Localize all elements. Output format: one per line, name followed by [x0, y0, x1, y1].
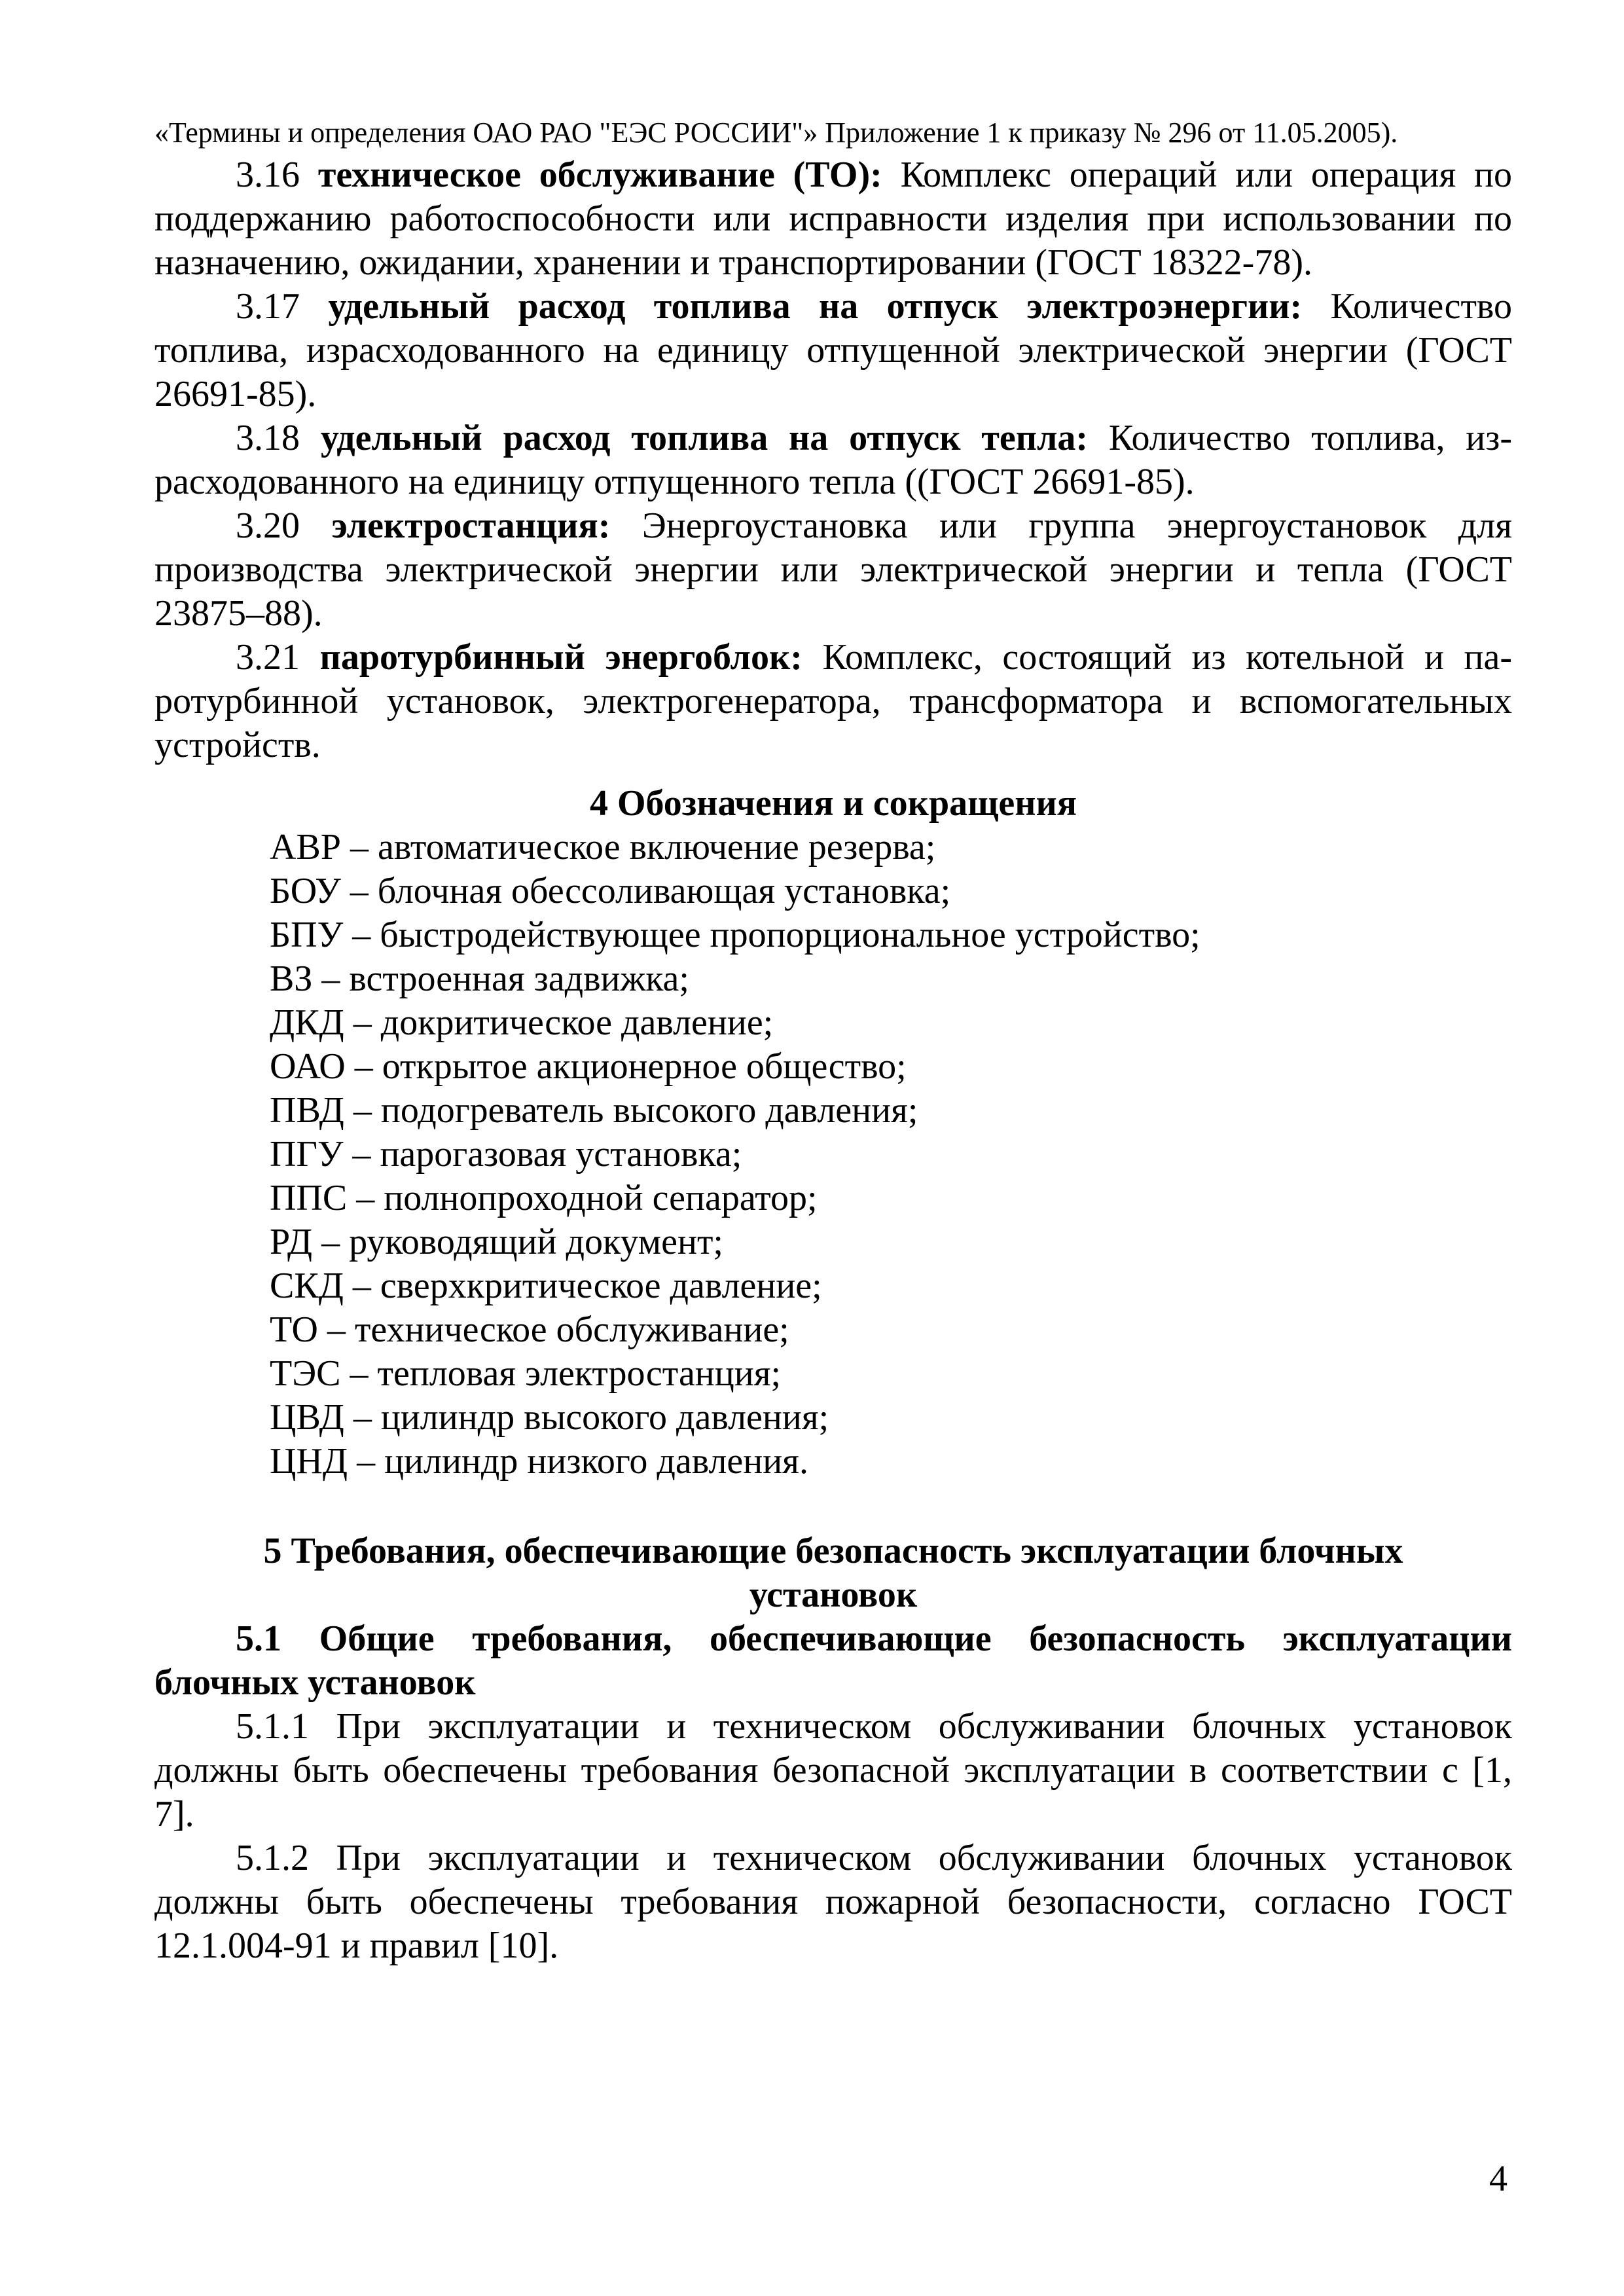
abbreviation-item: ПВД – подогреватель высокого давления;: [270, 1090, 918, 1131]
paragraph-number: 5.1.1: [236, 1706, 309, 1747]
definition-number: 3.17: [236, 286, 300, 327]
abbreviation-item: ТО – техническое обслуживание;: [270, 1309, 789, 1350]
abbreviation-item: ДКД – докритическое давление;: [270, 1002, 774, 1043]
definition-3-21: [154, 636, 1512, 767]
abbreviation-item: ПГУ – парогазовая установка;: [270, 1134, 742, 1175]
page-number: 4: [1489, 2159, 1507, 2199]
abbreviation-item: ВЗ – встроенная задвижка;: [270, 958, 689, 999]
section-4-heading: 4 Обозначения и сокращения: [589, 783, 1077, 824]
document-page: [154, 113, 1512, 1968]
subsection-title: Общие требования, обеспечивающие безопасность эксплуатации блочных установок: [154, 1618, 1512, 1703]
definition-number: 3.20: [236, 505, 300, 546]
paragraph-text: При эксплуатации и техническом обслуживании блочных установок должны быть обеспечены требования пожарной безопасности, согласно ГОСТ 12.1.004-91 и правил [10].: [154, 1838, 1513, 1966]
subsection-5-1-heading: [154, 1617, 1512, 1705]
definition-text: Комплекс, состоящий из котельной и паротурбинной установок, электрогенератора, трансформатора и вспомогательных устройств.: [154, 637, 1513, 765]
paragraph-5-1-2: [154, 1836, 1512, 1968]
definition-text: Комплекс операций или операция по поддержанию работоспособности или исправности изделия при использовании по назначению, ожидании, хранении и транспортировании (ГОСТ 18322-78).: [154, 155, 1513, 283]
abbreviation-item: ЦВД – цилиндр высокого давления;: [270, 1397, 829, 1438]
paragraph-5-1-1: [154, 1705, 1512, 1836]
abbreviation-item: ППС – полнопроходной сепаратор;: [270, 1178, 818, 1218]
abbreviation-item: РД – руководящий документ;: [270, 1222, 723, 1262]
definition-number: 3.16: [236, 155, 300, 195]
definition-3-17: [154, 285, 1512, 416]
definition-term: удельный расход топлива на отпуск электроэнергии:: [328, 286, 1303, 327]
abbreviation-list: [154, 826, 1512, 1484]
paragraph-text: При эксплуатации и техническом обслуживании блочных установок должны быть обеспечены требования безопасной эксплуатации в соответствии с [1, 7].: [154, 1706, 1513, 1834]
subsection-number: 5.1: [236, 1618, 281, 1659]
abbreviation-item: ОАО – открытое акционерное общество;: [270, 1046, 907, 1087]
definition-term: паротурбинный энергоблок:: [319, 637, 803, 678]
definition-text: Энергоустановка или группа энергоустановок для производства электрической энергии или электрической энергии и тепла (ГОСТ 23875–88).: [154, 505, 1512, 634]
section-5-heading: 5 Требования, обеспечивающие безопасность эксплуатации блочных установок: [263, 1531, 1403, 1615]
definition-3-18: [154, 416, 1512, 504]
definition-term: техническое обслуживание (ТО):: [317, 155, 882, 195]
paragraph-number: 5.1.2: [236, 1838, 309, 1878]
definition-number: 3.21: [236, 637, 300, 678]
definition-3-16: [154, 153, 1512, 285]
abbreviation-item: АВР – автоматическое включение резерва;: [270, 827, 936, 867]
abbreviation-item: ТЭС – тепловая электростанция;: [270, 1353, 782, 1394]
definition-3-20: [154, 504, 1512, 636]
definition-text: Количество топлива, израсходованного на единицу отпущенного тепла ((ГОСТ 26691-85).: [154, 418, 1513, 502]
reference-note: «Термины и определения ОАО РАО "ЕЭС РОССИИ"» Приложение 1 к приказу № 296 от 11.05.2005).: [154, 117, 1398, 149]
definition-term: удельный расход топлива на отпуск тепла:: [320, 418, 1089, 458]
definition-term: электростанция:: [331, 505, 611, 546]
abbreviation-item: БОУ – блочная обессоливающая установка;: [270, 871, 951, 911]
abbreviation-item: СКД – сверхкритическое давление;: [270, 1266, 822, 1306]
abbreviation-item: БПУ – быстродействующее пропорциональное устройство;: [270, 915, 1200, 955]
definition-text: Количество топлива, израсходованного на единицу отпущенной электрической энергии (ГОСТ 26691-85).: [154, 286, 1512, 414]
definition-number: 3.18: [236, 418, 300, 458]
abbreviation-item: ЦНД – цилиндр низкого давления.: [270, 1441, 808, 1482]
